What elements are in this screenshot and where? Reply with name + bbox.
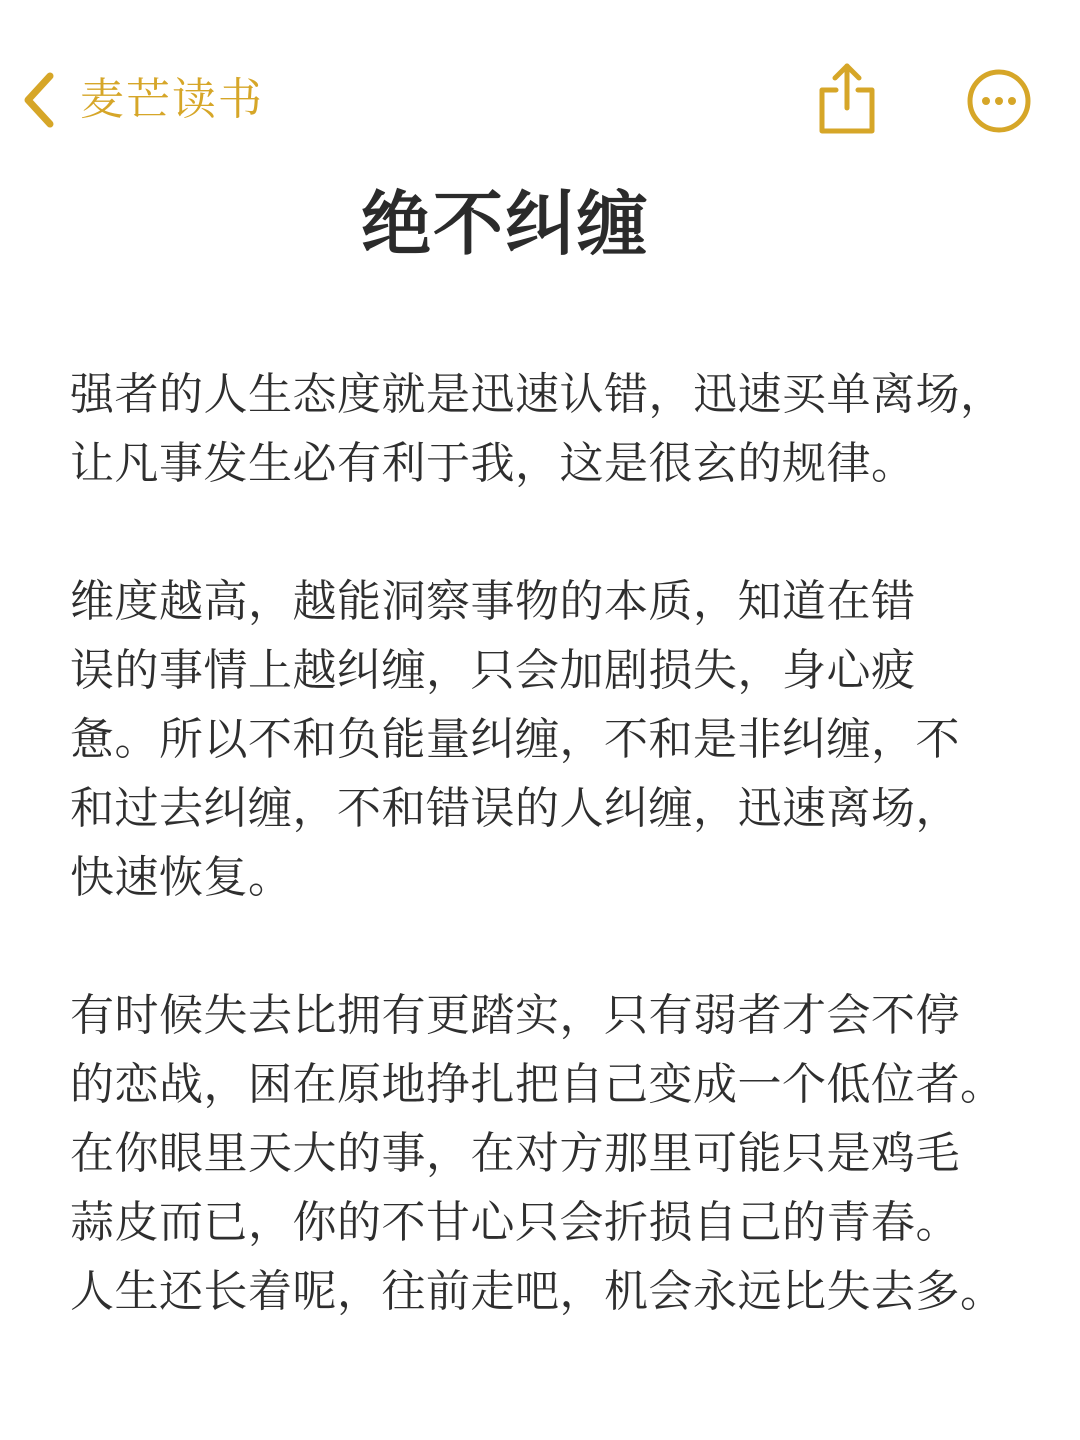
- share-icon[interactable]: [816, 60, 878, 136]
- paragraph-1: [70, 360, 1015, 498]
- paragraph-line: 让凡事发生必有利于我，这是很玄的规律。: [70, 438, 916, 489]
- article-body: [70, 360, 1015, 1395]
- paragraph-line: 惫。所以不和负能量纠缠，不和是非纠缠，不: [70, 714, 960, 765]
- back-button[interactable]: [18, 62, 264, 138]
- paragraph-2: [70, 567, 1015, 912]
- paragraph-line: 有时候失去比拥有更踏实，只有弱者才会不停: [70, 990, 960, 1041]
- paragraph-line: 蒜皮而已，你的不甘心只会折损自己的青春。: [70, 1197, 960, 1248]
- back-label: 麦芒读书: [80, 74, 264, 125]
- paragraph-3: [70, 981, 1015, 1326]
- paragraph-line: 人生还长着呢，往前走吧，机会永远比失去多。: [70, 1266, 1005, 1317]
- chevron-left-icon: [18, 70, 58, 130]
- navigation-bar: [0, 0, 1080, 200]
- paragraph-line: 误的事情上越纠缠，只会加剧损失，身心疲: [70, 645, 916, 696]
- paragraph-line: 维度越高，越能洞察事物的本质，知道在错: [70, 576, 916, 627]
- paragraph-line: 快速恢复。: [70, 852, 293, 903]
- paragraph-line: 强者的人生态度就是迅速认错，迅速买单离场，: [70, 369, 1005, 420]
- article-title: 绝不纠缠: [361, 183, 649, 265]
- more-icon[interactable]: [966, 68, 1032, 134]
- paragraph-line: 和过去纠缠，不和错误的人纠缠，迅速离场，: [70, 783, 960, 834]
- paragraph-line: 的恋战，困在原地挣扎把自己变成一个低位者。: [70, 1059, 1005, 1110]
- paragraph-line: 在你眼里天大的事，在对方那里可能只是鸡毛: [70, 1128, 960, 1179]
